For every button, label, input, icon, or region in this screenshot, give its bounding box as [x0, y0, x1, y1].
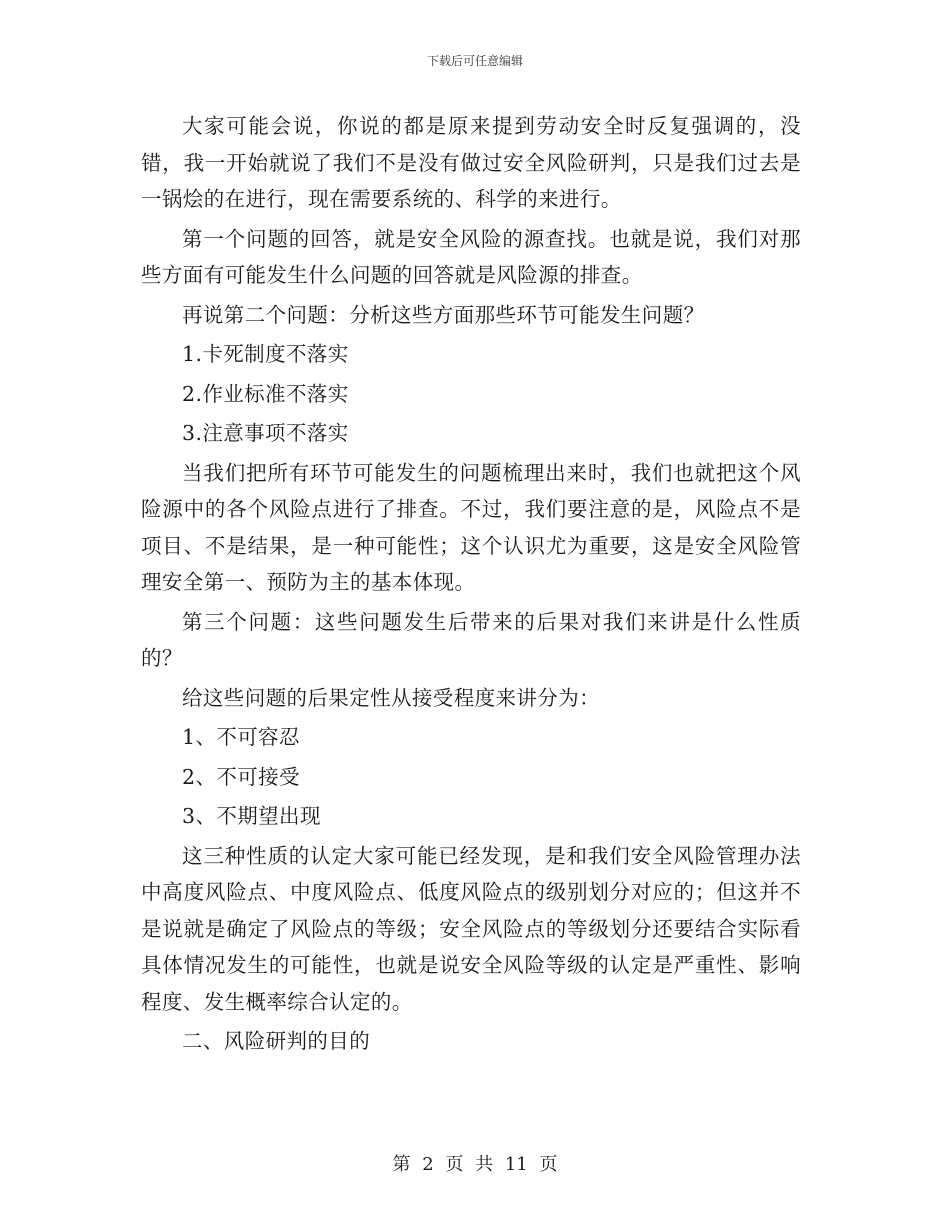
- paragraph-1: 大家可能会说，你说的都是原来提到劳动安全时反复强调的，没错，我一开始就说了我们不是没有做过安全风险研判，只是我们过去是一锅烩的在进行，现在需要系统的、科学的来进行。: [141, 114, 801, 211]
- paragraph-4: 当我们把所有环节可能发生的问题梳理出来时，我们也就把这个风险源中的各个风险点进行了排查。不过，我们要注意的是，风险点不是项目、不是结果，是一种可能性；这个认识尤为重要，这是安全风险管理安全第一、预防为主的基本体现。: [141, 460, 801, 594]
- page-number: 第 2 页 共 11 页: [392, 1154, 558, 1175]
- page-header: 下载后可任意编辑: [426, 54, 523, 68]
- list-item-3: 3.注意事项不落实: [182, 421, 349, 445]
- paragraph-6: 给这些问题的后果定性从接受程度来讲分为：: [182, 685, 600, 710]
- paragraph-3: 再说第二个问题：分析这些方面那些环节可能发生问题？: [182, 302, 705, 327]
- list-item-2: 2.作业标准不落实: [182, 381, 349, 406]
- paragraph-7: 这三种性质的认定大家可能已经发现，是和我们安全风险管理办法中高度风险点、中度风险点、低度风险点的级别划分对应的；但这并不是说就是确定了风险点的等级；安全风险点的等级划分还要结合实际看具体情况发生的可能性，也就是说安全风险等级的认定是严重性、影响程度、发生概率综合认定的。: [141, 843, 801, 1014]
- list-item-4: 1、不可容忍: [182, 725, 300, 749]
- paragraph-5: 第三个问题：这些问题发生后带来的后果对我们来讲是什么性质的？: [141, 609, 801, 670]
- list-item-6: 3、不期望出现: [182, 804, 321, 828]
- list-item-1: 1.卡死制度不落实: [182, 342, 349, 366]
- document-body: [141, 108, 801, 1063]
- section-heading: 二、风险研判的目的: [182, 1029, 371, 1053]
- paragraph-2: 第一个问题的回答，就是安全风险的源查找。也就是说，我们对那些方面有可能发生什么问题的回答就是风险源的排查。: [141, 226, 801, 287]
- list-item-5: 2、不可接受: [182, 764, 300, 789]
